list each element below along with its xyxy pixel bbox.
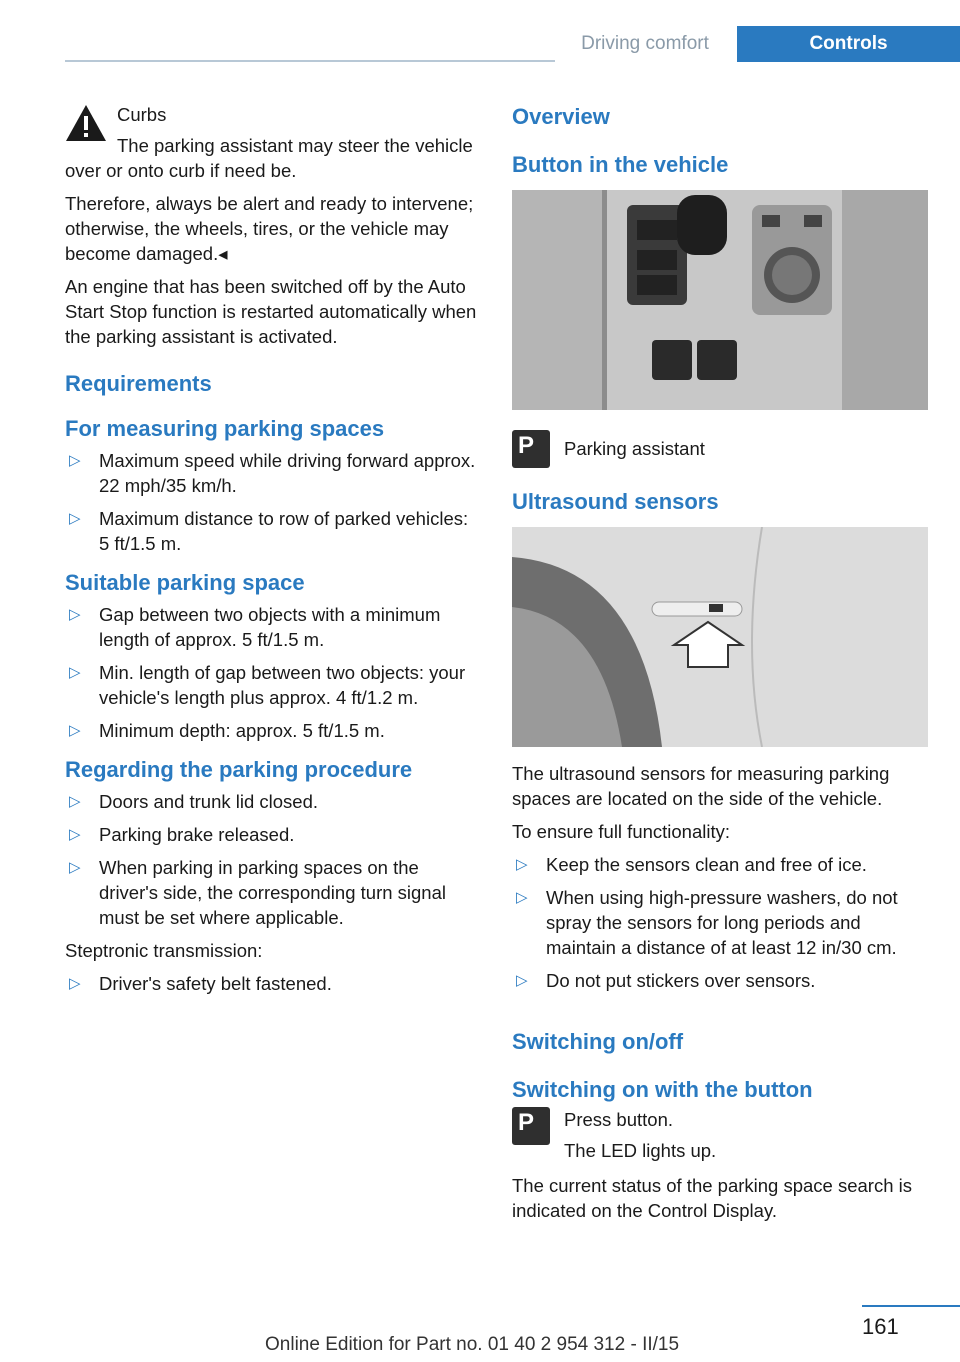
header-section: Driving comfort xyxy=(581,33,709,54)
ultrasound-paragraph: The ultrasound sensors for measuring parking spaces are located on the side of the vehicle. xyxy=(512,763,890,809)
heading-switching: Switching on/off xyxy=(512,1029,684,1054)
procedure-list xyxy=(65,789,479,930)
list-item: ▷ Driver's safety belt fastened. xyxy=(69,973,332,994)
warning-title: Curbs xyxy=(117,104,167,125)
header-chapter: Controls xyxy=(737,26,960,62)
list-item: ▷ Min. length of gap between two objects: your vehicle's length plus approx. 4 ft/1.2 m. xyxy=(69,662,466,708)
paragraph: An engine that has been switched off by the Auto Start Stop function is restarted automatically when the parking assistant is activated. xyxy=(65,276,477,347)
heading-overview: Overview xyxy=(512,104,610,129)
steptronic-list xyxy=(65,971,479,996)
warning-block xyxy=(65,102,479,183)
list-item: ▷ When using high-pressure washers, do not spray the sensors for long periods and maintain a distance of at least 12 in/30 cm. xyxy=(516,887,898,958)
bullet-icon: ▷ xyxy=(69,664,81,681)
right-column xyxy=(512,102,928,1231)
page-number: 161 xyxy=(862,1314,899,1339)
bullet-icon: ▷ xyxy=(69,793,81,810)
bullet-icon: ▷ xyxy=(516,856,528,873)
list-item: ▷ Maximum distance to row of parked vehicles: 5 ft/1.5 m. xyxy=(69,508,469,554)
status-paragraph: The current status of the parking space search is indicated on the Control Display. xyxy=(512,1175,913,1221)
bullet-icon: ▷ xyxy=(69,722,81,739)
list-item: ▷ When parking in parking spaces on the driver's side, the corresponding turn signal must be set where applicable. xyxy=(69,857,446,928)
bullet-icon: ▷ xyxy=(69,510,81,527)
footer-text: Online Edition for Part no. 01 40 2 954 312 - II/15 xyxy=(265,1334,680,1355)
suitable-list xyxy=(65,602,479,743)
ensure-label: To ensure full functionality: xyxy=(512,821,731,842)
icon-label: Parking assistant xyxy=(564,438,705,459)
bullet-icon: ▷ xyxy=(69,826,81,843)
list-item: ▷ Minimum depth: approx. 5 ft/1.5 m. xyxy=(69,720,385,741)
heading-requirements: Requirements xyxy=(65,371,212,396)
heading-ultrasound: Ultrasound sensors xyxy=(512,489,719,514)
bullet-icon: ▷ xyxy=(69,975,81,992)
ultrasound-sensor-photo xyxy=(512,527,928,747)
heading-measuring: For measuring parking spaces xyxy=(65,416,385,441)
bullet-icon: ▷ xyxy=(516,972,528,989)
list-item: ▷ Keep the sensors clean and free of ice. xyxy=(516,854,867,875)
list-item: ▷ Maximum speed while driving forward approx. 22 mph/35 km/h. xyxy=(69,450,476,496)
paragraph: Therefore, always be alert and ready to intervene; otherwise, the wheels, tires, or the vehicle may become damaged.◂ xyxy=(65,193,474,264)
footer-rule xyxy=(862,1305,960,1307)
center-console-photo xyxy=(512,190,928,410)
left-column xyxy=(65,102,479,1008)
list-item: ▷ Doors and trunk lid closed. xyxy=(69,791,319,812)
list-item: ▷ Parking brake released. xyxy=(69,824,295,845)
ensure-list xyxy=(512,852,928,993)
bullet-icon: ▷ xyxy=(69,452,81,469)
bullet-icon: ▷ xyxy=(516,889,528,906)
bullet-icon: ▷ xyxy=(69,606,81,623)
press-instruction: Press button. xyxy=(564,1109,674,1130)
header-rule xyxy=(65,60,555,62)
warning-icon xyxy=(65,104,107,142)
parking-assistant-icon: P xyxy=(512,430,550,468)
heading-button: Button in the vehicle xyxy=(512,152,729,177)
heading-procedure: Regarding the parking procedure xyxy=(65,757,413,782)
list-item: ▷ Do not put stickers over sensors. xyxy=(516,970,816,991)
icon-row xyxy=(512,1107,928,1163)
list-item: ▷ Gap between two objects with a minimum length of approx. 5 ft/1.5 m. xyxy=(69,604,441,650)
steptronic-label: Steptronic transmission: xyxy=(65,940,263,961)
parking-assistant-icon: P xyxy=(512,1107,550,1145)
heading-suitable: Suitable parking space xyxy=(65,570,305,595)
heading-switch-button: Switching on with the button xyxy=(512,1077,813,1102)
led-instruction: The LED lights up. xyxy=(564,1140,717,1161)
page-header xyxy=(0,0,960,64)
warning-text: The parking assistant may steer the vehicle over or onto curb if need be. xyxy=(65,135,473,181)
measuring-list xyxy=(65,448,479,556)
bullet-icon: ▷ xyxy=(69,859,81,876)
icon-row xyxy=(512,430,928,469)
